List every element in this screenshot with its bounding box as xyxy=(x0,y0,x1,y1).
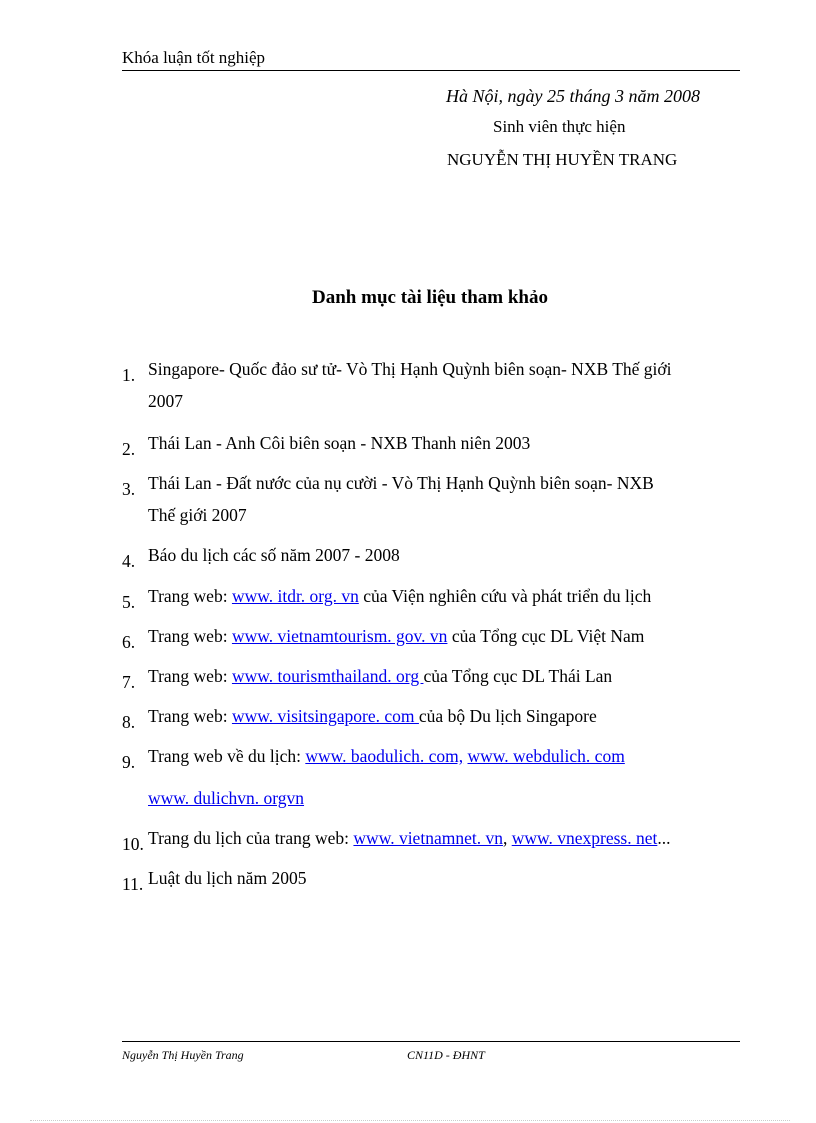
reference-number: 7. xyxy=(122,672,136,692)
reference-prefix: Trang web: xyxy=(148,706,232,726)
reference-suffix: của Viện nghiên cứu và phát triển du lịch xyxy=(358,586,652,606)
reference-link-2[interactable]: www. vnexpress. net xyxy=(511,828,658,848)
reference-separator: , xyxy=(502,828,512,848)
reference-number: 5. xyxy=(122,592,136,612)
reference-prefix: Trang web: xyxy=(148,626,232,646)
reference-link[interactable]: www. vietnamnet. vn xyxy=(353,828,503,848)
reference-number: 3. xyxy=(122,479,136,499)
reference-prefix: Trang web: xyxy=(148,586,232,606)
reference-link[interactable]: www. vietnamtourism. gov. vn xyxy=(231,626,448,646)
reference-text: Báo du lịch các số năm 2007 - 2008 xyxy=(148,545,400,565)
reference-prefix: Trang web: xyxy=(148,666,232,686)
reference-number: 4. xyxy=(122,551,136,571)
reference-text: Luật du lịch năm 2005 xyxy=(148,868,307,888)
reference-prefix: Trang du lịch của trang web: xyxy=(148,828,354,848)
reference-text-cont: 2007 xyxy=(148,391,183,411)
signature-role: Sinh viên thực hiện xyxy=(493,117,626,136)
signature-date: Hà Nội, ngày 25 tháng 3 năm 2008 xyxy=(446,86,700,106)
signature-name: NGUYỄN THỊ HUYỀN TRANG xyxy=(447,150,678,169)
reference-link[interactable]: www. visitsingapore. com xyxy=(231,706,419,726)
reference-suffix: của bộ Du lịch Singapore xyxy=(418,706,597,726)
reference-suffix: ... xyxy=(657,828,671,848)
reference-prefix: Trang web về du lịch: xyxy=(148,746,306,766)
reference-number: 2. xyxy=(122,439,136,459)
reference-link[interactable]: www. itdr. org. vn xyxy=(231,586,359,606)
reference-number: 11. xyxy=(122,874,144,894)
header-rule xyxy=(122,70,740,71)
page-heading: Danh mục tài liệu tham khảo xyxy=(312,287,548,308)
reference-link[interactable]: www. baodulich. com, xyxy=(305,746,464,766)
header-title: Khóa luận tốt nghiệp xyxy=(122,48,266,67)
reference-number: 10. xyxy=(122,834,144,854)
reference-link-3[interactable]: www. dulichvn. orgvn xyxy=(148,788,305,808)
reference-number: 9. xyxy=(122,752,136,772)
page-edge xyxy=(30,1120,790,1121)
footer-class: CN11D - ĐHNT xyxy=(407,1048,485,1062)
reference-text: Singapore- Quốc đảo sư tử- Vò Thị Hạnh Quỳnh biên soạn- NXB Thế giới xyxy=(148,359,672,379)
reference-suffix: của Tổng cục DL Thái Lan xyxy=(423,666,613,686)
reference-text: Thái Lan - Anh Côi biên soạn - NXB Thanh niên 2003 xyxy=(148,433,531,453)
footer-author: Nguyễn Thị Huyền Trang xyxy=(122,1048,244,1062)
reference-number: 6. xyxy=(122,632,136,652)
reference-link[interactable]: www. tourismthailand. org xyxy=(231,666,424,686)
reference-suffix: của Tổng cục DL Việt Nam xyxy=(447,626,645,646)
reference-link-2[interactable]: www. webdulich. com xyxy=(467,746,625,766)
footer-rule xyxy=(122,1041,740,1042)
reference-number: 8. xyxy=(122,712,136,732)
reference-number: 1. xyxy=(122,365,136,385)
reference-text: Thái Lan - Đất nước của nụ cười - Vò Thị Hạnh Quỳnh biên soạn- NXB xyxy=(148,473,654,493)
reference-text-cont: Thế giới 2007 xyxy=(148,505,247,525)
